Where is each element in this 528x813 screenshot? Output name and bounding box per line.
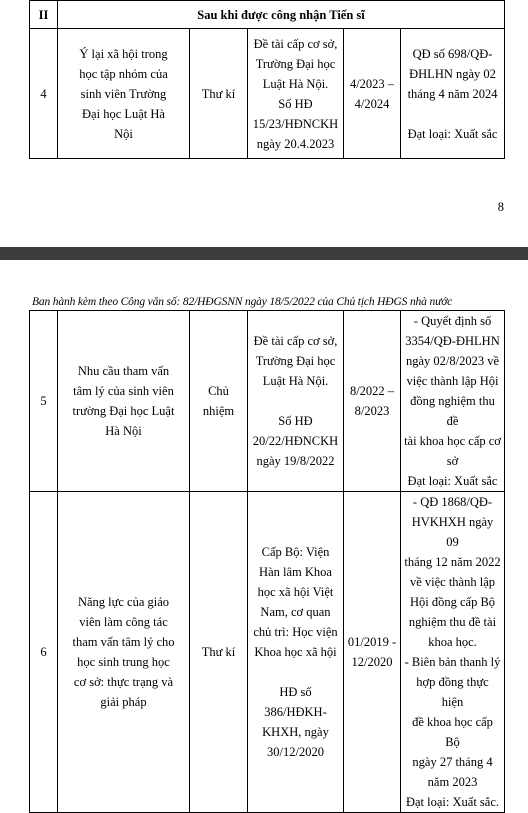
acceptance-result: - Quyết định số 3354/QĐ-ĐHLHN ngày 02/8/2023 về việc thành lập Hội đồng nghiệm thu đề tài khoa học cấp cơ sở Đạt loại: Xuất sắc xyxy=(401,311,505,492)
research-table-page-8 xyxy=(29,0,505,159)
project-period: 8/2022 – 8/2023 xyxy=(344,311,401,492)
project-name: Ý lại xã hội trong học tập nhóm của sinh viên Trường Đại học Luật Hà Nội xyxy=(58,29,190,159)
table-row xyxy=(30,492,505,813)
member-role: Thư kí xyxy=(190,492,248,813)
page-separator xyxy=(0,247,528,260)
member-role: Thư kí xyxy=(190,29,248,159)
section-row xyxy=(30,1,505,29)
project-period: 4/2023 – 4/2024 xyxy=(344,29,401,159)
project-level: Đề tài cấp cơ sở, Trường Đại học Luật Hà Nội. Số HĐ 15/23/HĐNCKH ngày 20.4.2023 xyxy=(248,29,344,159)
document-header-note: Ban hành kèm theo Công văn số: 82/HĐGSNN ngày 18/5/2022 của Chủ tịch HĐGS nhà nước xyxy=(32,296,453,308)
document-page-8 xyxy=(0,0,528,247)
project-name: Năng lực của giáo viên làm công tác tham vấn tâm lý cho học sinh trung học cơ sở: thực trạng và giải pháp xyxy=(58,492,190,813)
research-table-page-9 xyxy=(29,310,505,813)
section-roman: II xyxy=(30,1,58,29)
member-role: Chủ nhiệm xyxy=(190,311,248,492)
project-level: Cấp Bộ: Viện Hàn lâm Khoa học xã hội Việt Nam, cơ quan chủ trì: Học viện Khoa học xã hội HĐ số 386/HĐKH- KHXH, ngày 30/12/2020 xyxy=(248,492,344,813)
page-number: 8 xyxy=(497,200,504,214)
section-title: Sau khi được công nhận Tiến sĩ xyxy=(58,1,505,29)
project-name: Nhu cầu tham vấn tâm lý của sinh viên trường Đại học Luật Hà Nội xyxy=(58,311,190,492)
row-number: 5 xyxy=(30,311,58,492)
acceptance-result: QĐ số 698/QĐ- ĐHLHN ngày 02 tháng 4 năm 2024 Đạt loại: Xuất sắc xyxy=(401,29,505,159)
project-level: Đề tài cấp cơ sở, Trường Đại học Luật Hà Nội. Số HĐ 20/22/HĐNCKH ngày 19/8/2022 xyxy=(248,311,344,492)
acceptance-result: - QĐ 1868/QĐ- HVKHXH ngày 09 tháng 12 năm 2022 về việc thành lập Hội đồng cấp Bộ nghiệm thu đề tài khoa học. - Biên bản thanh lý hợp đồng thực hiện đề khoa học cấp Bộ ngày 27 tháng 4 năm 2023 Đạt loại: Xuất sắc. xyxy=(401,492,505,813)
project-period: 01/2019 - 12/2020 xyxy=(344,492,401,813)
row-number: 4 xyxy=(30,29,58,159)
table-row xyxy=(30,29,505,159)
table-row xyxy=(30,311,505,492)
document-page-9 xyxy=(0,260,528,809)
row-number: 6 xyxy=(30,492,58,813)
